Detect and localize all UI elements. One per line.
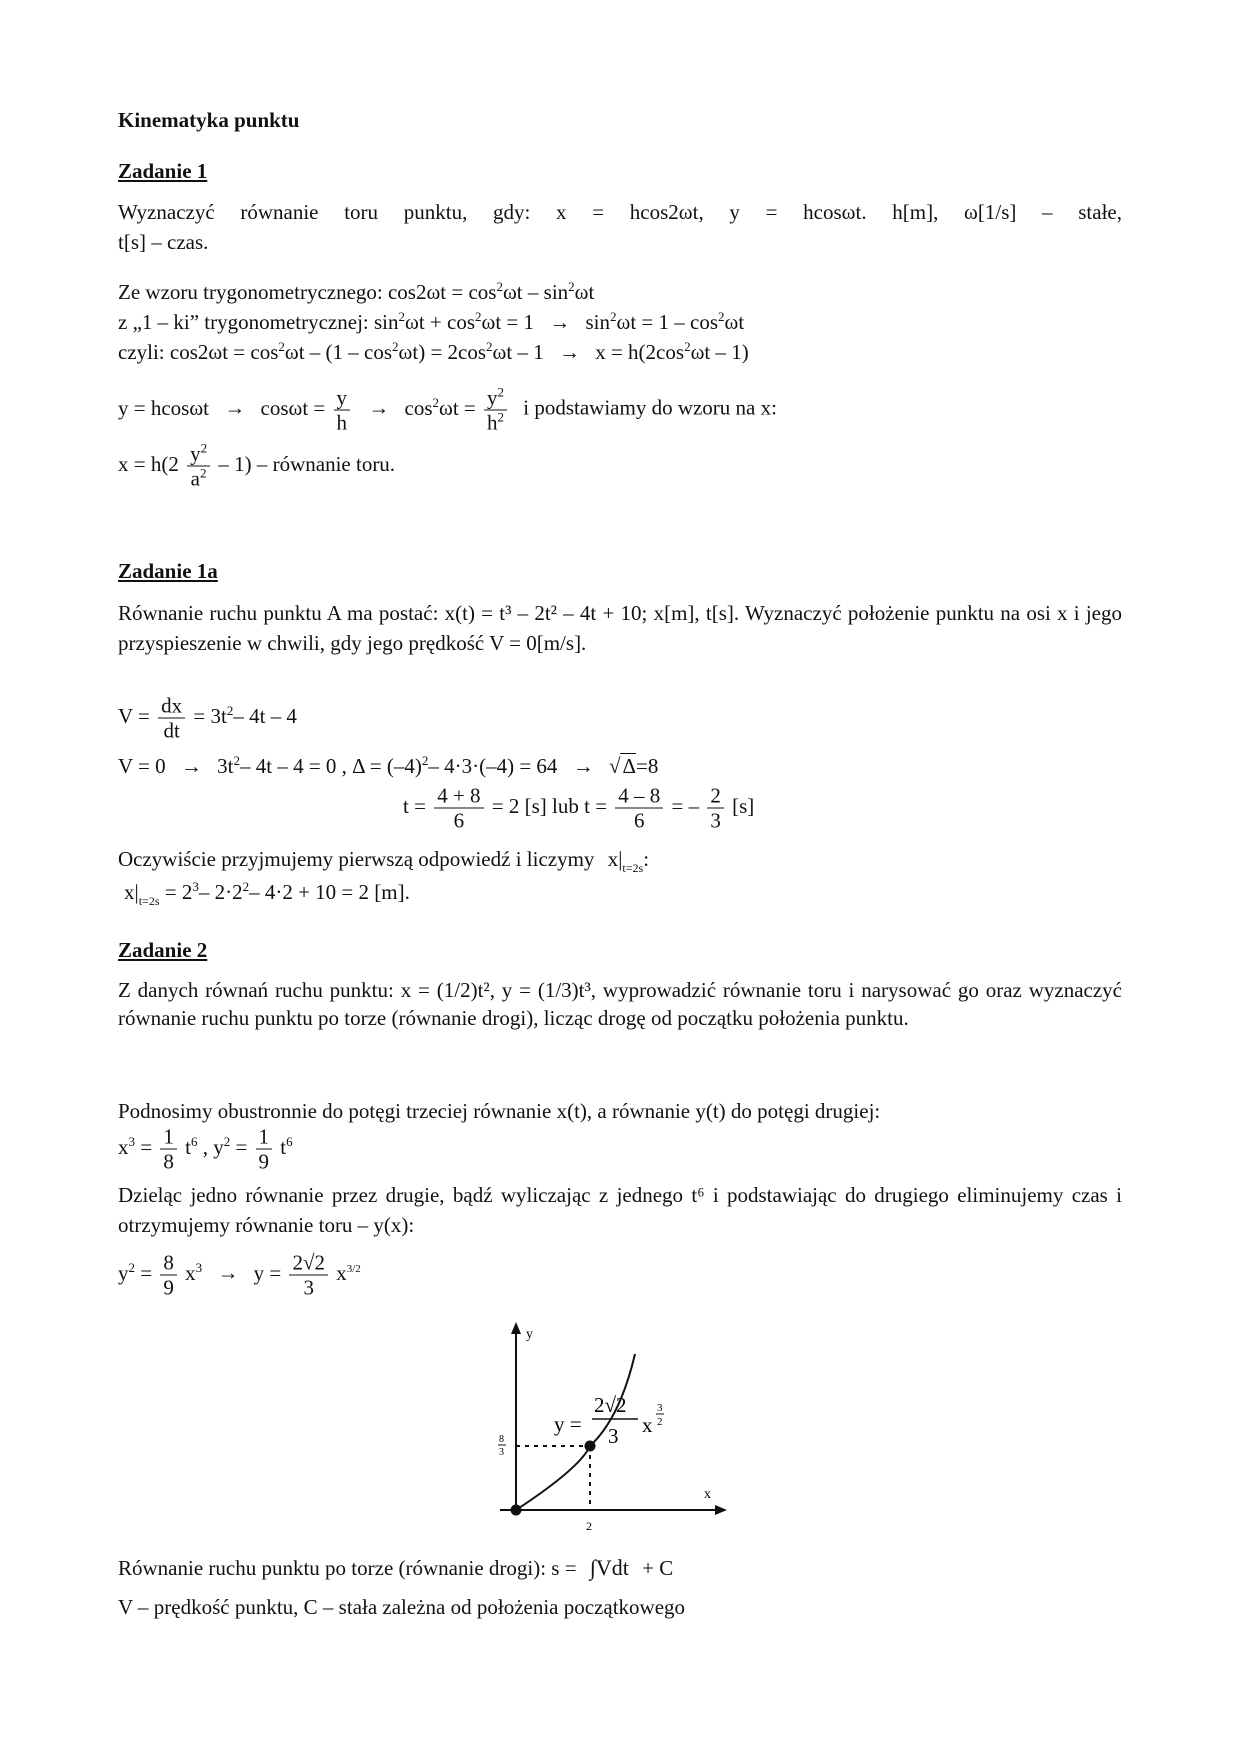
- graph-eq-denominator: 3: [608, 1424, 619, 1448]
- x-axis-arrow-icon: [715, 1505, 727, 1515]
- fraction-y2-over-h2: $\frac{y^2}{h^2}$: [484, 386, 507, 435]
- raise-powers-text: Podnosimy obustronnie do potęgi trzeciej równanie x(t), a równanie y(t) do potęgi drugiej:: [118, 1099, 881, 1123]
- arrow-icon: →: [217, 1260, 239, 1285]
- heading-zadanie-1: Zadanie 1: [118, 159, 208, 183]
- fraction-one-eighth: $\frac{1}{8}$: [160, 1125, 177, 1174]
- arrow-icon: →: [558, 340, 580, 364]
- path-length-line: Równanie ruchu punktu po torze (równanie drogi): s = ∫Vdt + C: [118, 1555, 674, 1580]
- fraction-one-ninth: $\frac{1}{9}$: [256, 1125, 273, 1174]
- cos-expression-line: y = hcosωt → cosωt = $\frac{y}{h}$ → $\cos^2\omega t$ = $\frac{y^2}{h^2}$ i podstawiamy do wzoru na x:: [118, 384, 777, 435]
- fraction-y2-over-a2: $\frac{y^2}{a^2}$: [187, 442, 210, 491]
- velocity-derivative-line: V = $\frac{dx}{dt}$ = $3t^2-$ 4t – 4: [118, 693, 297, 743]
- y-tick-denominator: 3: [499, 1447, 504, 1458]
- powered-equations-line: $x^3$ = $\frac{1}{8}$ $t^6$ , $y^2$ = $\frac{1}{9}$ $t^6$: [118, 1124, 293, 1174]
- heading-zadanie-1a: Zadanie 1a: [118, 559, 218, 583]
- origin-point: [511, 1505, 522, 1516]
- path-equation-line: x = h(2 $\frac{y^2}{a^2}$ – 1) – równanie toru.: [118, 440, 396, 491]
- eliminate-time-text: Dzieląc jedno równanie przez drugie, bądź wyliczając z jednego t⁶ i podstawiając do drugiego eliminujemy czas i otrzymujemy równanie toru – y(x):: [118, 1183, 1122, 1237]
- roots-line: t = $\frac{4 + 8}{6}$ = 2 [s] lub t = $\frac{4 - 8}{6}$ = – $\frac{2}{3}$ [s]: [403, 783, 755, 833]
- heading-zadanie-2: Zadanie 2: [118, 938, 208, 962]
- quadratic-line: $V = 0 \to 3t^2-$ 4t – 4 = 0 , $\Delta = (-4)^2-$ 4·3·(–4) = 64 → √Δ=8: [118, 753, 659, 778]
- y-tick-numerator: 8: [499, 1434, 504, 1445]
- fraction-2sqrt2-over-3: $\frac{2√2}{3}$: [289, 1251, 328, 1300]
- fraction-eight-ninths: $\frac{8}{9}$: [160, 1251, 177, 1300]
- graph-eq-numerator: 2√2: [594, 1393, 627, 1417]
- x-tick-label: 2: [586, 1519, 592, 1533]
- trig-identity-line: z „1 – ki” trygonometrycznej: $\sin^2\omega t + \cos^2\omega t = 1 \to \sin^2\omega t = 1 - \cos^2\omega t$: [118, 309, 745, 334]
- graph-eq-x: x: [642, 1413, 653, 1437]
- substitution-line: czyli: $\cos 2\omega t = \cos^2\omega t - (1 - \cos^2\omega t) = 2\cos^2\omega t - 1 \to x = h(2\cos^2\omega t - 1)$: [118, 339, 749, 364]
- fraction-dx-dt: $\frac{dx}{dt}$: [158, 694, 185, 743]
- path-graph: [470, 1318, 770, 1538]
- fraction-root-1: $\frac{4 + 8}{6}$: [434, 784, 483, 833]
- fraction-root-2: $\frac{4 - 8}{6}$: [615, 784, 663, 833]
- graph-eq-lhs: y =: [554, 1412, 582, 1436]
- x-axis-label: x: [704, 1487, 711, 1502]
- graph-exp-den: 2: [657, 1416, 663, 1428]
- y-axis-label: y: [526, 1327, 533, 1342]
- graph-exp-num: 3: [657, 1402, 663, 1414]
- answer-choice-line: Oczywiście przyjmujemy pierwszą odpowiedź i liczymy $x|_{t=2s}$:: [118, 847, 650, 875]
- arrow-icon: →: [549, 310, 571, 334]
- fraction-two-thirds: $\frac{2}{3}$: [707, 784, 724, 833]
- problem-1-line-2: t[s] – czas.: [118, 230, 209, 254]
- definitions-line: V – prędkość punktu, C – stała zależna od położenia początkowego: [118, 1595, 686, 1619]
- arrow-icon: →: [224, 395, 246, 420]
- path-equation-2-line: $y^2$ = $\frac{8}{9}$ $x^3 \to y$ = $\frac{2√2}{3}$ $x^{3/2}$: [118, 1250, 361, 1300]
- marked-point: [585, 1441, 596, 1452]
- arrow-icon: →: [180, 754, 202, 778]
- document-title: Kinematyka punktu: [118, 108, 300, 132]
- arrow-icon: →: [368, 395, 390, 420]
- y-axis-arrow-icon: [511, 1322, 521, 1334]
- trig-formula-line: Ze wzoru trygonometrycznego: $\cos 2\omega t = \cos^2\omega t - \sin^2\omega t$: [118, 279, 595, 304]
- arrow-icon: →: [572, 754, 594, 778]
- problem-2-text: Z danych równań ruchu punktu: x = (1/2)t², y = (1/3)t³, wyprowadzić równanie toru i narysować go oraz wyznaczyć równanie ruchu punktu po torze (równanie drogi), licząc drogę od początku położenia punktu.: [118, 978, 1122, 1030]
- problem-1-line-1: Wyznaczyć równanie toru punktu, gdy: x = hcos2ωt, y = hcosωt. h[m], ω[1/s] – stałe,: [118, 200, 1122, 224]
- problem-1a-text: Równanie ruchu punktu A ma postać: x(t) = t³ – 2t² – 4t + 10; x[m], t[s]. Wyznaczyć położenie punktu na osi x i jego przyspieszenie w chwili, gdy jego prędkość V = 0[m/s].: [118, 601, 1122, 655]
- position-result-line: $x|_{t=2s} = 2^3-$ $2\cdot 2^2-$ 4·2 + 10 = 2 [m].: [124, 879, 410, 908]
- fraction-y-over-h: $\frac{y}{h}$: [334, 386, 351, 435]
